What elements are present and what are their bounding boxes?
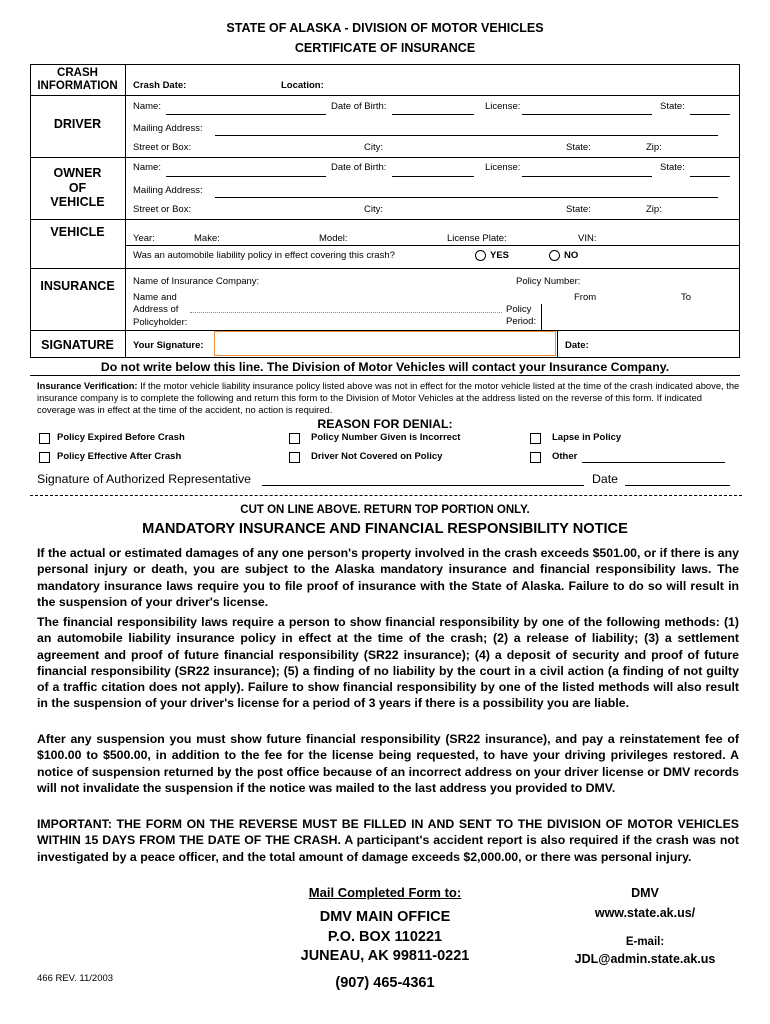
other-field[interactable] xyxy=(582,462,725,463)
section-driver: DRIVER xyxy=(53,117,102,131)
mail-box: P.O. BOX 110221 xyxy=(327,929,443,945)
owner-name-label: Name: xyxy=(133,162,161,173)
policy-question: Was an automobile liability policy in effect covering this crash? xyxy=(133,250,395,261)
yes-radio[interactable] xyxy=(475,250,486,261)
vehicle-make-label: Make: xyxy=(194,233,220,244)
driver-zip-label: Zip: xyxy=(646,142,662,153)
mail-heading: Mail Completed Form to: xyxy=(308,885,462,900)
section-insurance: INSURANCE xyxy=(40,279,115,293)
checkbox-driver-not-covered[interactable] xyxy=(289,452,300,463)
auth-signature-label: Signature of Authorized Representative xyxy=(37,472,251,486)
driver-mailing-field[interactable] xyxy=(215,135,718,136)
policyholder-label: Policyholder: xyxy=(133,316,188,328)
driver-city-label: City: xyxy=(364,142,383,153)
paragraph-1: If the actual or estimated damages of any one person's property involved in the crash exceeds $501.00, or if there is any personal injury or death, you are subject to the Alaska mandatory insurance and financial responsibility laws. The mandatory insurance laws require you to file proof of insurance with the State of Alaska. Failure to do so will result in the suspension of your driver's license. xyxy=(37,546,739,609)
no-radio[interactable] xyxy=(549,250,560,261)
paragraph-4: IMPORTANT: THE FORM ON THE REVERSE MUST BE FILLED IN AND SENT TO THE DIVISION OF MOTOR VEHICLES WITHIN 15 DAYS FROM THE DATE OF THE CRASH. A participant's accident report is also required if the crash was not investigated by a peace officer, and the total amount of damage exceeds $2,000.00, or there was personal injury. xyxy=(37,817,739,864)
policy-label: Policy xyxy=(506,304,532,315)
owner-dob-field[interactable] xyxy=(392,176,474,177)
lapse-label: Lapse in Policy xyxy=(552,432,622,443)
driver-name-label: Name: xyxy=(133,101,161,112)
cut-line xyxy=(30,495,742,496)
driver-street-label: Street or Box: xyxy=(133,142,192,153)
owner-state2-label: State: xyxy=(566,204,591,215)
vehicle-vin-label: VIN: xyxy=(578,233,597,244)
paragraph-3: After any suspension you must show future financial responsibility (SR22 insurance), and pay a reinstatement fee of $100.00 to $500.00, in addition to the fee for the license being requested, to have your driving privileges restored. A notice of suspension returned by the post office because of an incorrect address on your driver license or DMV records will not invalidate the suspension if the notice was mailed to the last address you provided to DMV. xyxy=(37,732,739,795)
checkbox-policy-expired[interactable] xyxy=(39,433,50,444)
driver-license-label: License: xyxy=(485,101,521,112)
driver-dob-label: Date of Birth: xyxy=(331,101,387,112)
vehicle-year-label: Year: xyxy=(133,233,155,244)
owner-zip-label: Zip: xyxy=(646,204,662,215)
driver-name-field[interactable] xyxy=(166,114,326,115)
do-not-write-notice: Do not write below this line. The Division of Motor Vehicles will contact your Insurance Company. xyxy=(100,360,670,374)
auth-date-field[interactable] xyxy=(625,485,730,486)
owner-mailing-field[interactable] xyxy=(215,197,718,198)
driver-dob-field[interactable] xyxy=(392,114,474,115)
auth-date-label: Date xyxy=(592,472,618,486)
owner-state-label: State: xyxy=(660,162,685,173)
effective-after-label: Policy Effective After Crash xyxy=(57,451,182,462)
checkbox-effective-after[interactable] xyxy=(39,452,50,463)
verification-label: Insurance Verification: xyxy=(37,380,138,391)
denial-title: REASON FOR DENIAL: xyxy=(317,417,453,431)
policy-expired-label: Policy Expired Before Crash xyxy=(57,432,185,443)
policyholder-field[interactable] xyxy=(190,312,502,313)
paragraph-2: The financial responsibility laws require a person to show financial responsibility by one of the following methods: (1) an automobile liability insurance policy in effect at the time of the crash; (2) a release of liability; (3) a settlement agreement and proof of future financial responsibility (SR22 insurance); (4) a deposit of security and proof of future financial responsibility (SR22 insurance); (5) a finding of no liability by the court in a civil action (a finding of not guilty of a traffic citation does not apply). Failure to show financial responsibility by one of the listed methods will also result in the suspension of your driver's license for a period of 3 years if there is a possibility you are liable. xyxy=(37,615,739,711)
driver-state-field[interactable] xyxy=(690,114,730,115)
mail-phone: (907) 465-4361 xyxy=(335,975,435,991)
driver-mailing-label: Mailing Address: xyxy=(133,123,203,134)
insurance-company-label: Name of Insurance Company: xyxy=(133,276,260,287)
dmv-website[interactable]: www.state.ak.us/ xyxy=(594,906,696,920)
crash-date-label: Crash Date: xyxy=(133,80,187,91)
section-crash-info: INFORMATION xyxy=(37,80,118,92)
checkbox-number-incorrect[interactable] xyxy=(289,433,300,444)
other-label: Other xyxy=(552,451,578,462)
signature-field[interactable] xyxy=(214,331,556,356)
vehicle-plate-label: License Plate: xyxy=(447,233,507,244)
yes-label: YES xyxy=(490,250,510,262)
your-signature-label: Your Signature: xyxy=(133,340,204,351)
owner-name-field[interactable] xyxy=(166,176,326,177)
owner-state-field[interactable] xyxy=(690,176,730,177)
driver-license-field[interactable] xyxy=(522,114,652,115)
address-of-label: Address of xyxy=(133,304,179,316)
owner-city-label: City: xyxy=(364,204,383,215)
header-line1: STATE OF ALASKA - DIVISION OF MOTOR VEHICLES xyxy=(226,21,544,35)
checkbox-other[interactable] xyxy=(530,452,541,463)
no-label: NO xyxy=(564,250,579,262)
vehicle-model-label: Model: xyxy=(319,233,348,244)
checkbox-lapse[interactable] xyxy=(530,433,541,444)
section-owner-2: OF xyxy=(68,180,87,195)
form-id: 466 REV. 11/2003 xyxy=(37,973,114,984)
driver-state-label: State: xyxy=(660,101,685,112)
to-label: To xyxy=(681,292,692,303)
driver-not-covered-label: Driver Not Covered on Policy xyxy=(311,451,443,462)
from-label: From xyxy=(574,292,597,303)
owner-license-field[interactable] xyxy=(522,176,652,177)
verification-text xyxy=(37,380,740,417)
dmv-name: DMV xyxy=(631,886,659,900)
yes-option[interactable] xyxy=(475,250,509,261)
sig-date-label: Date: xyxy=(565,340,589,351)
section-crash: CRASH xyxy=(57,67,98,79)
owner-mailing-label: Mailing Address: xyxy=(133,185,203,196)
auth-signature-field[interactable] xyxy=(262,485,584,486)
verification-body: If the motor vehicle liability insurance policy listed above was not in effect for the motor vehicle listed at the time of the crash indicated above, the insurance company is to complete the following and return this form to the Division of Motor Vehicles at the address listed on the reverse of this form. If indicated coverage was in effect at the time of the accident, no action is required. xyxy=(37,380,740,416)
location-label: Location: xyxy=(281,80,324,91)
mail-office: DMV MAIN OFFICE xyxy=(319,909,451,925)
number-incorrect-label: Policy Number Given is Incorrect xyxy=(311,432,461,443)
section-owner-3: VEHICLE xyxy=(50,195,105,209)
section-owner-1: OWNER xyxy=(53,166,102,180)
owner-street-label: Street or Box: xyxy=(133,204,192,215)
dmv-email-label: E-mail: xyxy=(625,936,665,948)
dmv-email[interactable]: JDL@admin.state.ak.us xyxy=(574,952,716,966)
driver-state2-label: State: xyxy=(566,142,591,153)
period-label: Period: xyxy=(506,316,537,328)
section-signature: SIGNATURE xyxy=(41,338,114,352)
cut-instruction: CUT ON LINE ABOVE. RETURN TOP PORTION ONLY. xyxy=(240,504,530,516)
policy-number-label: Policy Number: xyxy=(516,276,581,287)
form-title: CERTIFICATE OF INSURANCE xyxy=(294,41,476,55)
section-vehicle: VEHICLE xyxy=(50,225,105,239)
name-and-label: Name and xyxy=(133,292,177,303)
notice-title: MANDATORY INSURANCE AND FINANCIAL RESPONSIBILITY NOTICE xyxy=(142,521,628,537)
mail-city: JUNEAU, AK 99811-0221 xyxy=(300,948,470,964)
owner-dob-label: Date of Birth: xyxy=(331,162,387,173)
no-option[interactable] xyxy=(549,250,578,261)
owner-license-label: License: xyxy=(485,162,521,173)
